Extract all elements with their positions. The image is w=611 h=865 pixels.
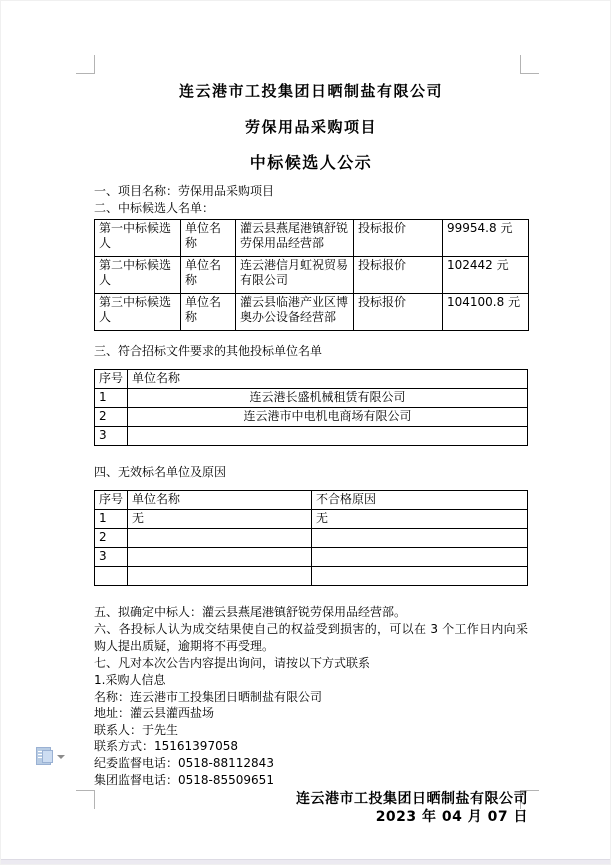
price-value-cell: 104100.8 元	[443, 294, 529, 331]
discipline-phone-line: 纪委监督电话：0518-88112843	[94, 755, 274, 770]
seq-cell	[95, 567, 128, 586]
signature-date: 2023 年 04 月 07 日	[375, 809, 528, 826]
reason-cell	[312, 548, 528, 567]
buyer-info-block	[94, 672, 528, 788]
table-row	[95, 548, 528, 567]
signature-block	[94, 790, 528, 826]
seq-cell: 1	[95, 510, 128, 529]
section-2-candidates-heading: 二、中标候选人名单：	[94, 201, 215, 215]
unit-name-cell: 灌云县燕尾港镇舒锐劳保用品经营部	[236, 220, 354, 257]
margin-crop-mark-top-left	[76, 55, 95, 74]
col-header-seq: 序号	[95, 491, 128, 510]
price-label-cell: 投标报价	[354, 257, 443, 294]
seq-cell: 3	[95, 548, 128, 567]
margin-crop-mark-bottom-left	[76, 790, 95, 809]
unit-name-cell	[128, 529, 312, 548]
candidates-table	[94, 219, 529, 331]
section-7-inquiry: 七、凡对本次公告内容提出询问，请按以下方式联系	[94, 656, 371, 670]
buyer-info-heading: 1.采购人信息	[94, 673, 166, 687]
invalid-bids-table	[94, 490, 528, 586]
price-value-cell: 102442 元	[443, 257, 529, 294]
unit-name-cell	[128, 567, 312, 586]
signature-company: 连云港市工投集团日晒制盐有限公司	[296, 791, 528, 808]
section-1-project-name: 一、项目名称：劳保用品采购项目	[94, 184, 275, 198]
page-bottom-gap	[1, 859, 610, 864]
unit-name-cell: 无	[128, 510, 312, 529]
seq-cell: 1	[95, 389, 128, 408]
col-header-unit: 单位名称	[128, 491, 312, 510]
price-label-cell: 投标报价	[354, 220, 443, 257]
unit-name-cell	[128, 427, 528, 446]
contact-person-line: 联系人：于先生	[94, 722, 179, 737]
paste-options-button[interactable]	[36, 746, 65, 765]
col-header-unit: 单位名称	[128, 370, 528, 389]
candidate-rank-cell: 第三中标候选人	[95, 294, 181, 331]
other-bidders-table	[94, 369, 528, 446]
unit-name-cell: 灌云县临港产业区博奥办公设备经营部	[236, 294, 354, 331]
col-header-seq: 序号	[95, 370, 128, 389]
table-row	[95, 408, 528, 427]
seq-cell: 2	[95, 529, 128, 548]
unit-name-cell: 连云港长盛机械租赁有限公司	[128, 389, 528, 408]
seq-cell: 2	[95, 408, 128, 427]
group-phone-line: 集团监督电话：0518-85509651	[94, 772, 274, 787]
reason-cell	[312, 529, 528, 548]
unit-name-cell: 连云港信月虹祝贸易有限公司	[236, 257, 354, 294]
unit-label-cell: 单位名称	[181, 220, 236, 257]
seq-cell: 3	[95, 427, 128, 446]
price-label-cell: 投标报价	[354, 294, 443, 331]
col-header-reason: 不合格原因	[312, 491, 528, 510]
table-row	[95, 220, 529, 257]
section-3-heading: 三、符合招标文件要求的其他投标单位名单	[94, 344, 323, 358]
section-4-heading: 四、无效标名单位及原因	[94, 465, 227, 479]
margin-crop-mark-top-right	[520, 55, 539, 74]
candidate-rank-cell: 第二中标候选人	[95, 257, 181, 294]
table-row	[95, 529, 528, 548]
table-row	[95, 389, 528, 408]
unit-label-cell: 单位名称	[181, 257, 236, 294]
chevron-down-icon[interactable]	[57, 755, 65, 759]
unit-name-cell: 连云港市中电机电商场有限公司	[128, 408, 528, 427]
clipboard-paste-icon	[36, 746, 53, 765]
table-row	[95, 510, 528, 529]
price-value-cell: 99954.8 元	[443, 220, 529, 257]
candidate-rank-cell: 第一中标候选人	[95, 220, 181, 257]
section-5-winner: 五、拟确定中标人：灌云县燕尾港镇舒锐劳保用品经营部。	[94, 605, 407, 619]
doc-title-company: 连云港市工投集团日晒制盐有限公司	[178, 82, 443, 100]
unit-label-cell: 单位名称	[181, 294, 236, 331]
document-canvas[interactable]	[94, 73, 528, 826]
unit-name-cell	[128, 548, 312, 567]
table-row	[95, 427, 528, 446]
table-row	[95, 257, 529, 294]
buyer-name-line: 名称：连云港市工投集团日晒制盐有限公司	[94, 689, 323, 704]
buyer-address-line: 地址：灌云县灌西盐场	[94, 706, 215, 721]
table-header-row	[95, 491, 528, 510]
section-6-objection: 六、各投标人认为成交结果使自己的权益受到损害的，可以在 3 个工作日内向采购人提出质疑，逾期将不再受理。	[94, 622, 528, 653]
table-row	[95, 294, 529, 331]
contact-phone-line: 联系方式：15161397058	[94, 739, 238, 754]
doc-title-project: 劳保用品采购项目	[244, 118, 377, 136]
reason-cell	[312, 567, 528, 586]
table-header-row	[95, 370, 528, 389]
reason-cell: 无	[312, 510, 528, 529]
table-row	[95, 567, 528, 586]
doc-title-announcement: 中标候选人公示	[249, 153, 373, 172]
